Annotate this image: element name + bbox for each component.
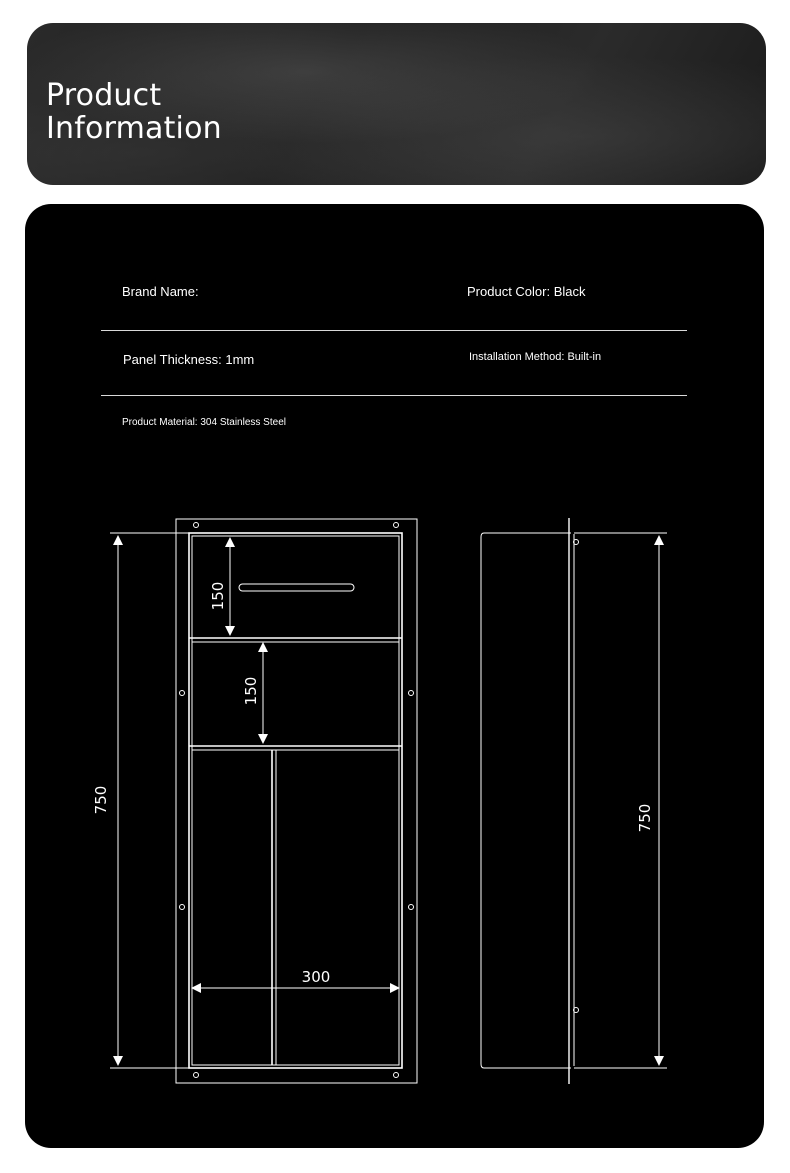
screw-hole-icon — [180, 691, 185, 696]
banner-title — [46, 79, 222, 145]
product-color-label: Product Color: Black — [467, 284, 586, 299]
specification-panel — [25, 204, 764, 1148]
slot-opening — [239, 584, 354, 591]
technical-drawing — [25, 204, 764, 1148]
screw-hole-icon — [194, 523, 199, 528]
screw-hole-icon — [394, 523, 399, 528]
side-view — [481, 518, 667, 1084]
product-material-label: Product Material: 304 Stainless Steel — [122, 417, 286, 428]
screw-hole-icon — [394, 1073, 399, 1078]
installation-method-label: Installation Method: Built-in — [469, 351, 602, 363]
dim-750-side-label: 750 — [636, 803, 654, 833]
dim-150-top-label: 150 — [209, 581, 227, 611]
panel-thickness-label: Panel Thickness: 1mm — [123, 352, 255, 367]
dim-150-middle-label: 150 — [242, 676, 260, 706]
brand-name-label: Brand Name: — [122, 284, 199, 299]
screw-hole-icon — [180, 905, 185, 910]
product-information-banner — [27, 23, 766, 185]
screw-hole-icon — [409, 691, 414, 696]
dim-300-label: 300 — [301, 968, 331, 986]
screw-hole-icon — [409, 905, 414, 910]
dim-750-front-label: 750 — [92, 785, 110, 815]
screw-hole-icon — [194, 1073, 199, 1078]
banner-title-line-1: Product — [46, 78, 162, 113]
front-niche-inner-outline — [192, 536, 399, 1065]
side-box-outline — [481, 533, 571, 1068]
banner-title-line-2: Information — [46, 111, 222, 146]
